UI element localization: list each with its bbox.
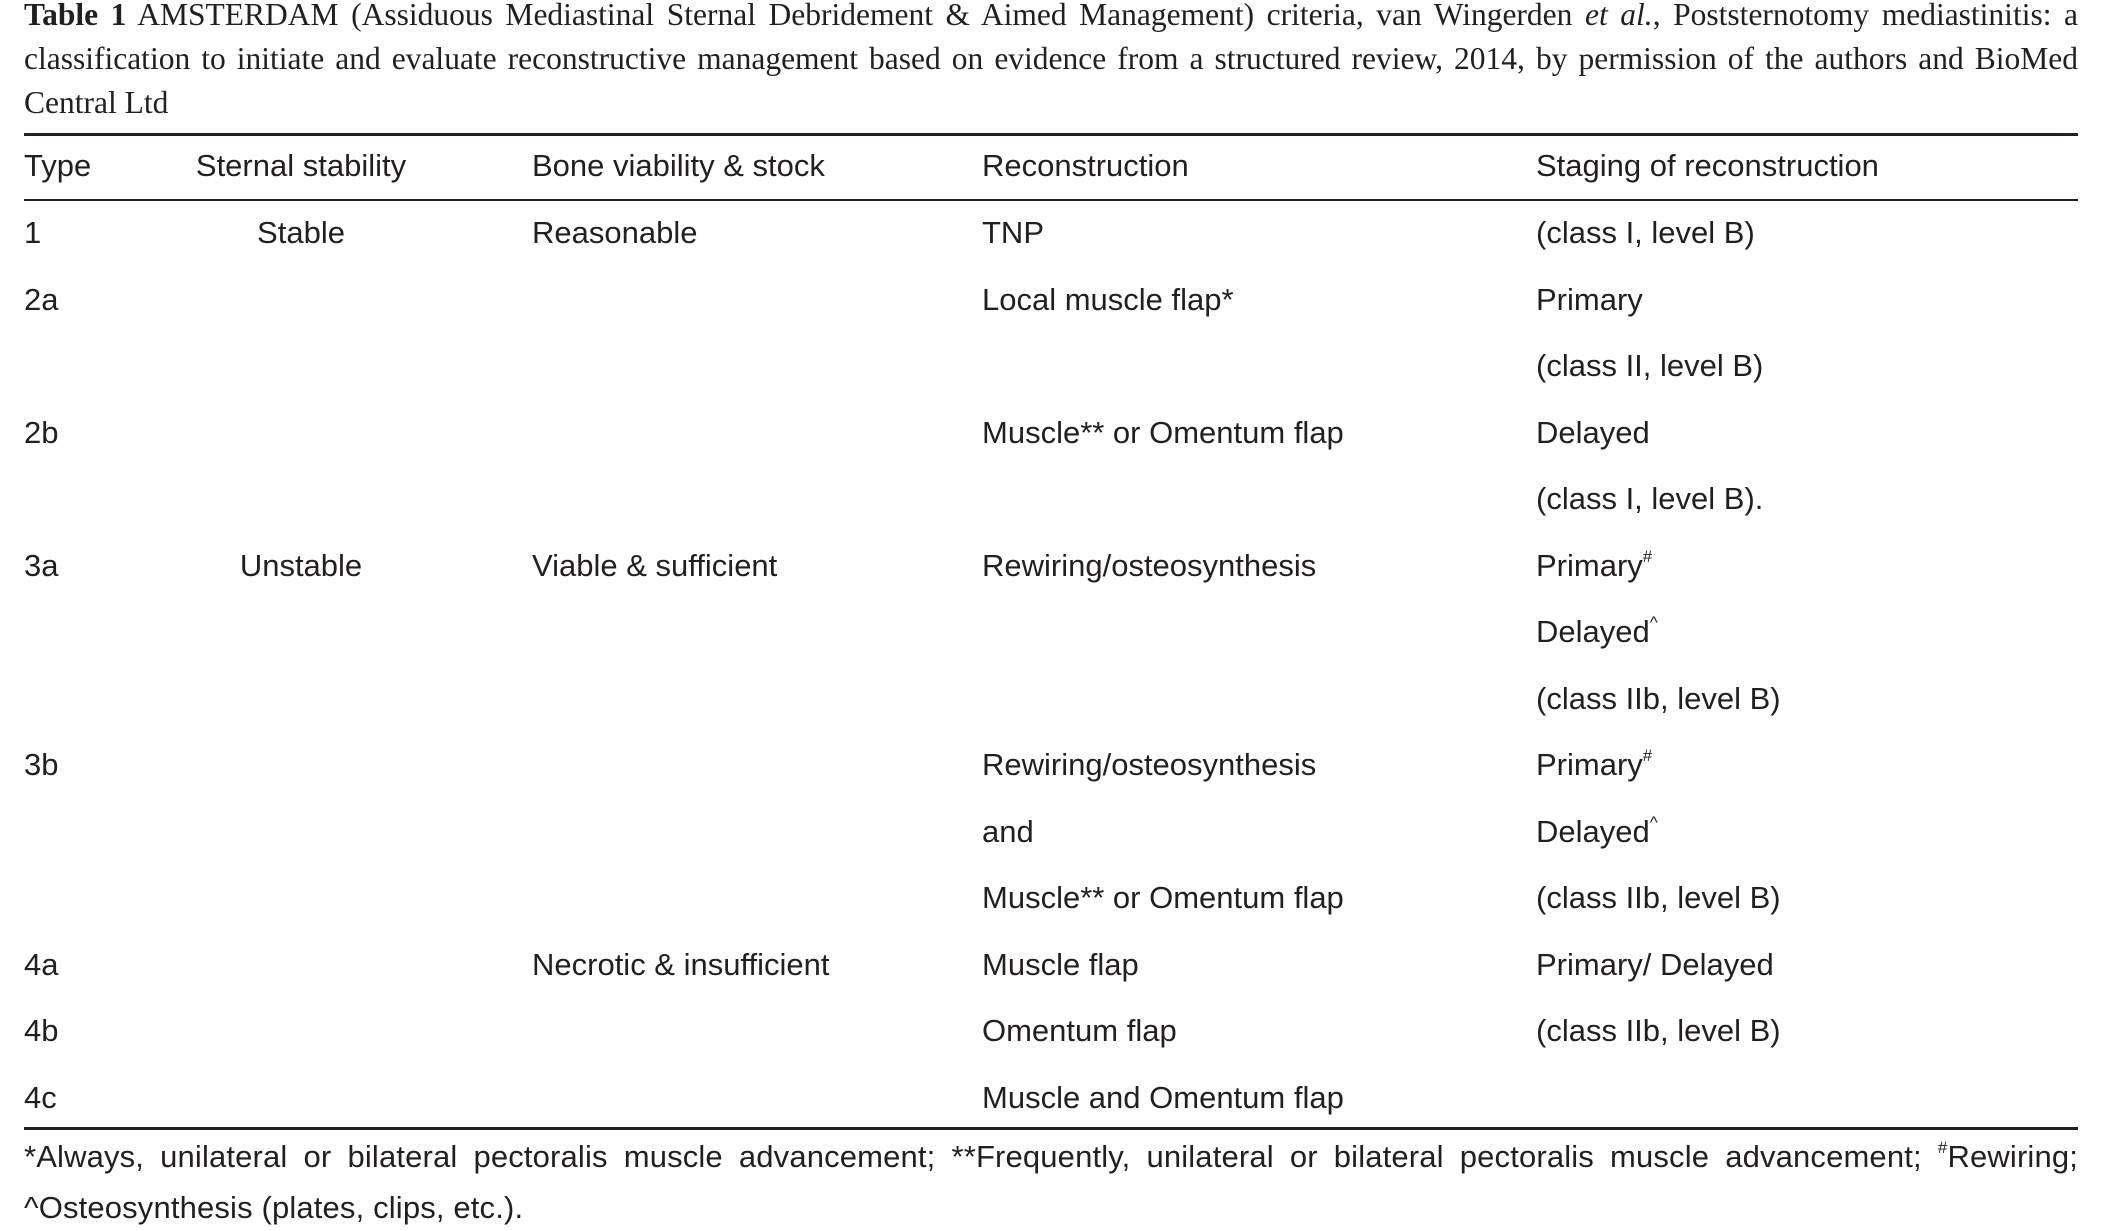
cell-reconstruction <box>982 1065 1344 1131</box>
cell-staging <box>1536 799 1658 865</box>
table-label: Table 1 <box>24 0 127 32</box>
cell-staging-text: Primary <box>1536 747 1643 782</box>
cell-reconstruction <box>982 533 1316 599</box>
cell-staging-text: Primary <box>1536 281 1643 317</box>
cell-staging-text: Primary/ Delayed <box>1536 946 1774 982</box>
caption-etal: et al. <box>1585 0 1653 32</box>
header-sternal-stability: Sternal stability <box>195 148 407 183</box>
cell-staging <box>1536 267 1643 333</box>
caption-text-after: , Poststernotomy mediastinitis: a classification to initiate and evaluate reconstructive management based on evidence from a structured review, 2014, by permission of the authors and BioMed Central Ltd <box>24 0 2078 120</box>
cell-type-text: 4b <box>24 1013 59 1048</box>
cell-staging <box>1536 932 1774 998</box>
cell-staging-text: (class I, level B). <box>1536 481 1764 516</box>
cell-sternal-stability <box>170 666 432 732</box>
cell-staging-text: (class IIb, level B) <box>1536 1013 1781 1048</box>
cell-reconstruction <box>982 799 1034 865</box>
cell-type-text: 4c <box>24 1079 57 1115</box>
cell-bone-viability-text: Viable & sufficient <box>532 547 778 583</box>
header-bone-viability: Bone viability & stock <box>532 148 825 183</box>
header-staging: Staging of reconstruction <box>1536 148 1879 183</box>
cell-type <box>24 400 58 466</box>
cell-staging <box>1536 466 1763 532</box>
cell-reconstruction-text: Rewiring/osteosynthesis <box>982 747 1317 782</box>
cell-staging-text: Delayed <box>1536 614 1650 649</box>
cell-staging <box>1536 533 1652 599</box>
cell-staging <box>1536 666 1781 732</box>
cell-reconstruction-text: Omentum flap <box>982 1013 1177 1048</box>
cell-reconstruction <box>982 400 1344 466</box>
header-type: Type <box>24 148 92 183</box>
cell-sternal-stability <box>170 333 432 399</box>
cell-bone-viability-text: Necrotic & insufficient <box>532 946 830 982</box>
cell-staging <box>1536 865 1781 931</box>
cell-type-text: 1 <box>24 215 42 250</box>
staging-superscript: # <box>1642 546 1653 566</box>
cell-reconstruction-text: Muscle and Omentum flap <box>982 1079 1344 1115</box>
cell-sternal-stability <box>170 599 432 665</box>
cell-type <box>24 267 58 333</box>
cell-staging <box>1536 333 1763 399</box>
cell-sternal-stability <box>170 799 432 865</box>
table-document <box>24 0 2079 1225</box>
cell-staging-text: (class IIb, level B) <box>1536 680 1781 716</box>
cell-reconstruction-text: Muscle flap <box>982 946 1139 982</box>
cell-staging-text: (class II, level B) <box>1536 348 1764 383</box>
footnote-part1: *Always, unilateral or bilateral pectoralis muscle advancement; **Frequently, unilateral or bilateral pectoralis muscle advancement; <box>24 1139 1922 1174</box>
cell-type-text: 3a <box>24 547 59 583</box>
cell-reconstruction-text: and <box>982 813 1034 849</box>
cell-staging <box>1536 200 1755 266</box>
cell-type-text: 2a <box>24 281 59 317</box>
cell-sternal-stability <box>170 533 432 599</box>
cell-staging-text: Delayed <box>1536 813 1650 849</box>
caption-text-before: AMSTERDAM (Assiduous Mediastinal Sternal Debridement & Aimed Management) criteria, van Wingerden <box>137 0 1573 32</box>
cell-reconstruction-text: TNP <box>982 215 1044 250</box>
cell-type-text: 2b <box>24 414 59 450</box>
cell-sternal-stability <box>170 732 432 798</box>
cell-type <box>24 200 41 266</box>
cell-type <box>24 998 58 1064</box>
cell-reconstruction <box>982 932 1139 998</box>
cell-type <box>24 732 58 798</box>
cell-staging-text: (class IIb, level B) <box>1536 880 1781 915</box>
cell-bone-viability <box>532 200 697 266</box>
cell-sternal-stability <box>170 466 432 532</box>
cell-staging <box>1536 400 1650 466</box>
cell-type <box>24 533 58 599</box>
cell-sternal-stability <box>170 1065 432 1131</box>
staging-superscript: # <box>1642 746 1653 765</box>
cell-reconstruction-text: Muscle** or Omentum flap <box>982 414 1344 450</box>
staging-superscript: ^ <box>1649 613 1658 632</box>
cell-staging <box>1536 599 1658 665</box>
staging-superscript: ^ <box>1649 812 1658 832</box>
cell-bone-viability <box>532 533 777 599</box>
cell-staging-text: Delayed <box>1536 414 1650 450</box>
cell-staging <box>1536 732 1652 798</box>
table-footnote <box>24 1134 2078 1231</box>
cell-reconstruction-text: Rewiring/osteosynthesis <box>982 547 1317 583</box>
cell-staging-text: Primary <box>1536 547 1643 583</box>
cell-sternal-stability <box>170 200 432 266</box>
cell-type-text: 4a <box>24 946 59 982</box>
cell-sternal-stability <box>170 932 432 998</box>
cell-reconstruction <box>982 200 1044 266</box>
cell-reconstruction <box>982 267 1234 333</box>
cell-bone-viability-text: Reasonable <box>532 215 698 250</box>
table-bottom-rule <box>24 1127 2078 1130</box>
cell-type <box>24 1065 57 1131</box>
cell-reconstruction <box>982 732 1316 798</box>
header-reconstruction: Reconstruction <box>982 148 1189 183</box>
cell-reconstruction <box>982 865 1344 931</box>
cell-staging-text: (class I, level B) <box>1536 215 1755 250</box>
cell-sternal-stability <box>170 267 432 333</box>
cell-type-text: 3b <box>24 747 59 782</box>
footnote-part2: Rewiring; ^Osteosynthesis (plates, clips, etc.). <box>24 1139 2079 1225</box>
cell-bone-viability <box>532 932 830 998</box>
cell-sternal-stability <box>170 865 432 931</box>
cell-reconstruction-text: Muscle** or Omentum flap <box>982 880 1344 915</box>
cell-sternal-stability-text: Unstable <box>239 547 363 583</box>
cell-sternal-stability <box>170 998 432 1064</box>
cell-reconstruction <box>982 998 1177 1064</box>
cell-sternal-stability <box>170 400 432 466</box>
cell-reconstruction-text: Local muscle flap* <box>982 281 1234 317</box>
cell-type <box>24 932 58 998</box>
table-caption <box>24 0 2078 125</box>
cell-sternal-stability-text: Stable <box>257 215 345 250</box>
cell-staging <box>1536 998 1781 1064</box>
footnote-hash-sup: # <box>1937 1138 1948 1157</box>
